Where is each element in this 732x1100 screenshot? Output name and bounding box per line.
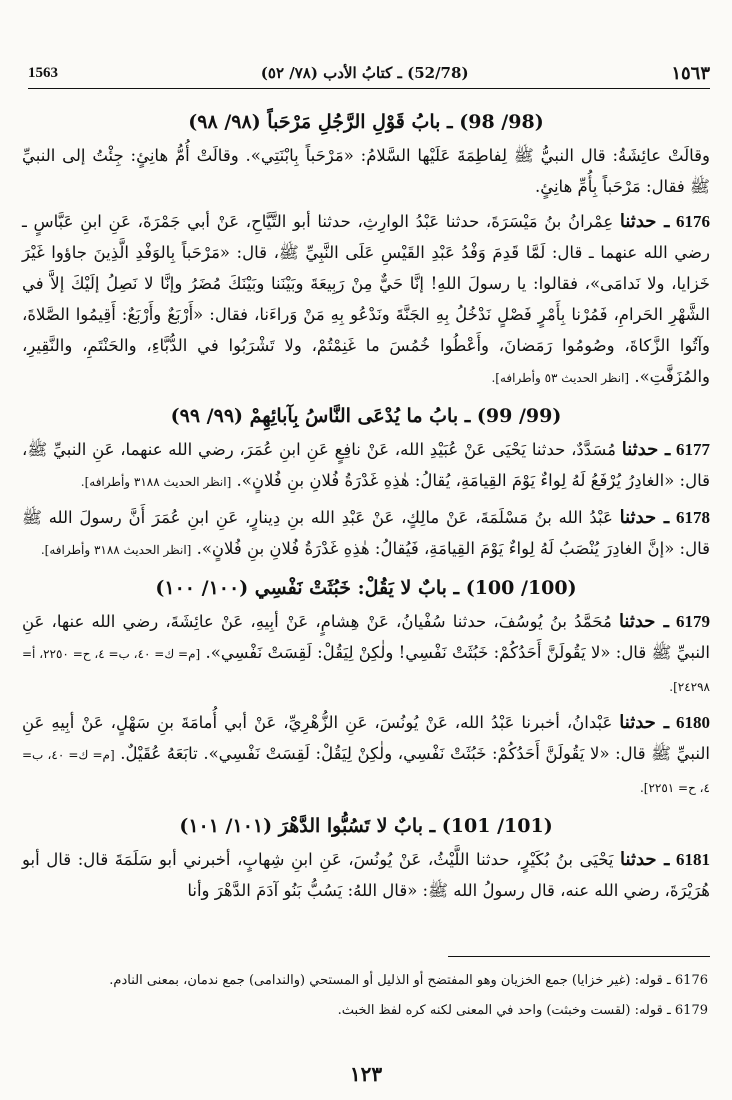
hadith-body: مُحَمَّدُ بنُ يُوسُفَ، حدثنا سُفْيانُ، عَنْ هِشامٍ، عَنْ أبِيهِ، عَنْ عائِشَةَ، رضي الله عنها، عَنِ النبيِّ ﷺ قال: «لا يَقُولَنَّ أَحَدُكُمْ: خَبُثَتْ نَفْسِي! ولٰكِنْ لِيَقُلْ: لَقِسَتْ نَفْسِي». [22,612,710,662]
hadith [22,606,710,703]
hadith-body: يَحْيَى بنُ بُكَيْرٍ، حدثنا اللَّيْثُ، عَنْ يُونُسَ، عَنِ ابنِ شِهابٍ، أخبرني أبو سَلَمَةَ قال: قال أبو هُرَيْرَةَ، رضي الله عنه، قال رسولُ الله ﷺ: «قال اللهُ: يَسُبُّ بَنُو آدَمَ الدَّهْرَ وأنا [22,850,710,900]
hadith-body: عَبْدانُ، أخبرنا عَبْدُ الله، عَنْ يُونُسَ، عَنِ الزُّهْرِيِّ، عَنْ أبي أُمامَةَ بنِ سَهْلٍ، عَنْ أبِيهِ عَنِ النبيِّ ﷺ قال: «لا يَقُولَنَّ أَحَدُكُمْ: خَبُثَتْ نَفْسِي، ولٰكِنْ لِيَقُلْ: لَقِسَتْ نَفْسِي». تابَعَهُ عُقَيْلٌ. [22,713,710,763]
footnote: 6176 ـ قوله: (غير خزايا) جمع الخزيان وهو المفتضح أو الذليل أو المستحي (والندامى) جمع ندمان، بمعنى النادم. [109,973,708,988]
hadith-number: 6178 [676,508,711,527]
hadith-number: 6177 [676,440,711,459]
hadith-reference: [انظر الحديث ٥٣ وأطرافه]. [491,371,630,385]
chapter-title: (98/ 98) ـ بابُ قَوْلِ الرَّجُلِ مَرْحَباً (٩٨/ ٩٨) [188,111,544,133]
hadith [22,206,710,394]
hadith-lead: ـ حدثنا [618,611,669,632]
footnote-separator [448,956,710,957]
footnote: 6179 ـ قوله: (لقست وخبثت) واحد في المعنى لكنه كره لفظ الخبث. [337,1003,708,1018]
hadith [22,502,710,566]
page-header [28,58,710,89]
page-number-arabic: ١٥٦٣ [671,62,710,84]
hadith-reference: [م= ك= ٤٠، ب= ٤، ح= ٢٢٥٠، أ= ٢٤٢٩٨]. [22,647,710,694]
hadith-text [22,140,710,202]
chapter-title: (101/ 101) ـ بابٌ لا تَسُبُّوا الدَّهْرَ (١٠١/ ١٠١) [179,815,553,837]
chapter-title: (100/ 100) ـ بابٌ لا يَقُلْ: خَبُثَتْ نَفْسِي (١٠٠/ ١٠٠) [155,577,577,599]
hadith [22,844,710,906]
hadith-lead: ـ حدثنا [619,507,670,528]
hadith-body: مُسَدَّدٌ، حدثنا يَحْيَى عَنْ عُبَيْدِ الله، عَنْ نافِعٍ عَنِ ابنِ عُمَرَ، رضي الله عنهما، عَنِ النبيِّ ﷺ، قال: «الغادِرُ يُرْفَعُ لَهُ لِواءٌ يَوْمَ القِيامَةِ، يُقالُ: هٰذِهِ غَدْرَةُ فُلانِ بنِ فُلانٍ». [22,440,710,490]
hadith-number: 6181 [676,850,710,869]
hadith-reference: [انظر الحديث ٣١٨٨ وأطرافه]. [40,543,192,557]
hadith-number: 6179 [676,612,711,631]
page-footer-number: ١٢٣ [349,1062,383,1086]
hadith-lead: ـ حدثنا [619,211,670,232]
page-number-latin: 1563 [28,64,58,81]
hadith [22,434,710,498]
hadith-body: عَبْدُ الله بنُ مَسْلَمَةَ، عَنْ مالِكٍ، عَنْ عَبْدِ الله بنِ دِينارٍ، عَنِ ابنِ عُمَرَ أَنَّ رسولَ الله ﷺ قال: «إنَّ الغادِرَ يُنْصَبُ لَهُ لِواءٌ يَوْمَ القِيامَةِ، فَيُقالُ: هٰذِهِ غَدْرَةُ فُلانِ بنِ فُلانٍ». [22,508,710,558]
hadith-reference: [انظر الحديث ٣١٨٨ وأطرافه]. [80,475,232,489]
hadith-number: 6176 [676,212,711,231]
hadith-body: وقالَتْ عائِشَةُ: قال النبيُّ ﷺ لِفاطِمَةَ عَلَيْها السَّلامُ: «مَرْحَباً بِابْنَتِي». وقالَتْ أُمُّ هانِئٍ: جِئْتُ إلى النبيِّ ﷺ فقال: مَرْحَباً بِأُمِّ هانِئٍ. [22,146,710,196]
hadith [22,707,710,804]
hadith-lead: ـ حدثنا [620,849,670,870]
hadith-lead: ـ حدثنا [621,439,671,460]
main-text [22,104,710,910]
hadith-body: عِمْرانُ بنُ مَيْسَرَةَ، حدثنا عَبْدُ الوارِثِ، حدثنا أبو التَّيَّاحِ، عَنْ أبي جَمْرَةَ، عَنِ ابنِ عَبَّاسٍ ـ رضي الله عنهما ـ قال: لَمَّا قَدِمَ وَفْدُ عَبْدِ القَيْسِ عَلَى النَّبِيِّ ﷺ، قال: «مَرْحَباً بِالوَفْدِ الَّذِينَ جاؤوا غَيْرَ خَزايا، ولا نَدامَى»، فقالوا: يا رسولَ اللهِ! إنَّا حَيٌّ مِنْ رَبِيعَةَ وبَيْنَنا وبَيْنَكَ مُضَرُ وإنَّا لا نَصِلُ إلَيْكَ إلاَّ في الشَّهْرِ الحَرامِ، فَمُرْنا بِأَمْرٍ فَصْلٍ نَدْخُلُ بِهِ الجَنَّةَ ونَدْعُو بِهِ مَنْ وَراءَنا، فقال: «أَرْبَعٌ وأَرْبَعٌ: أَقِيمُوا الصَّلاةَ، وآتُوا الزَّكاةَ، وصُومُوا رَمَضانَ، وأَعْطُوا خُمُسَ ما غَنِمْتُمْ، ولا تَشْرَبُوا في الدُّبَّاءِ، والحَنْتَمِ، والنَّقِيرِ، والمُزَفَّتِ». [22,212,710,386]
chapter-title: (99/ 99) ـ بابُ ما يُدْعَى النَّاسُ بِآبائِهِمْ (٩٩/ ٩٩) [170,405,562,427]
hadith-reference: [م= ك= ٤٠، ب= ٤، ح= ٢٢٥١]. [22,748,710,795]
hadith-number: 6180 [676,713,710,732]
running-head: (52/78) ـ كتابُ الأدب (٧٨/ ٥٢) [260,64,469,82]
footnotes [22,966,708,1026]
hadith-lead: ـ حدثنا [619,712,670,733]
